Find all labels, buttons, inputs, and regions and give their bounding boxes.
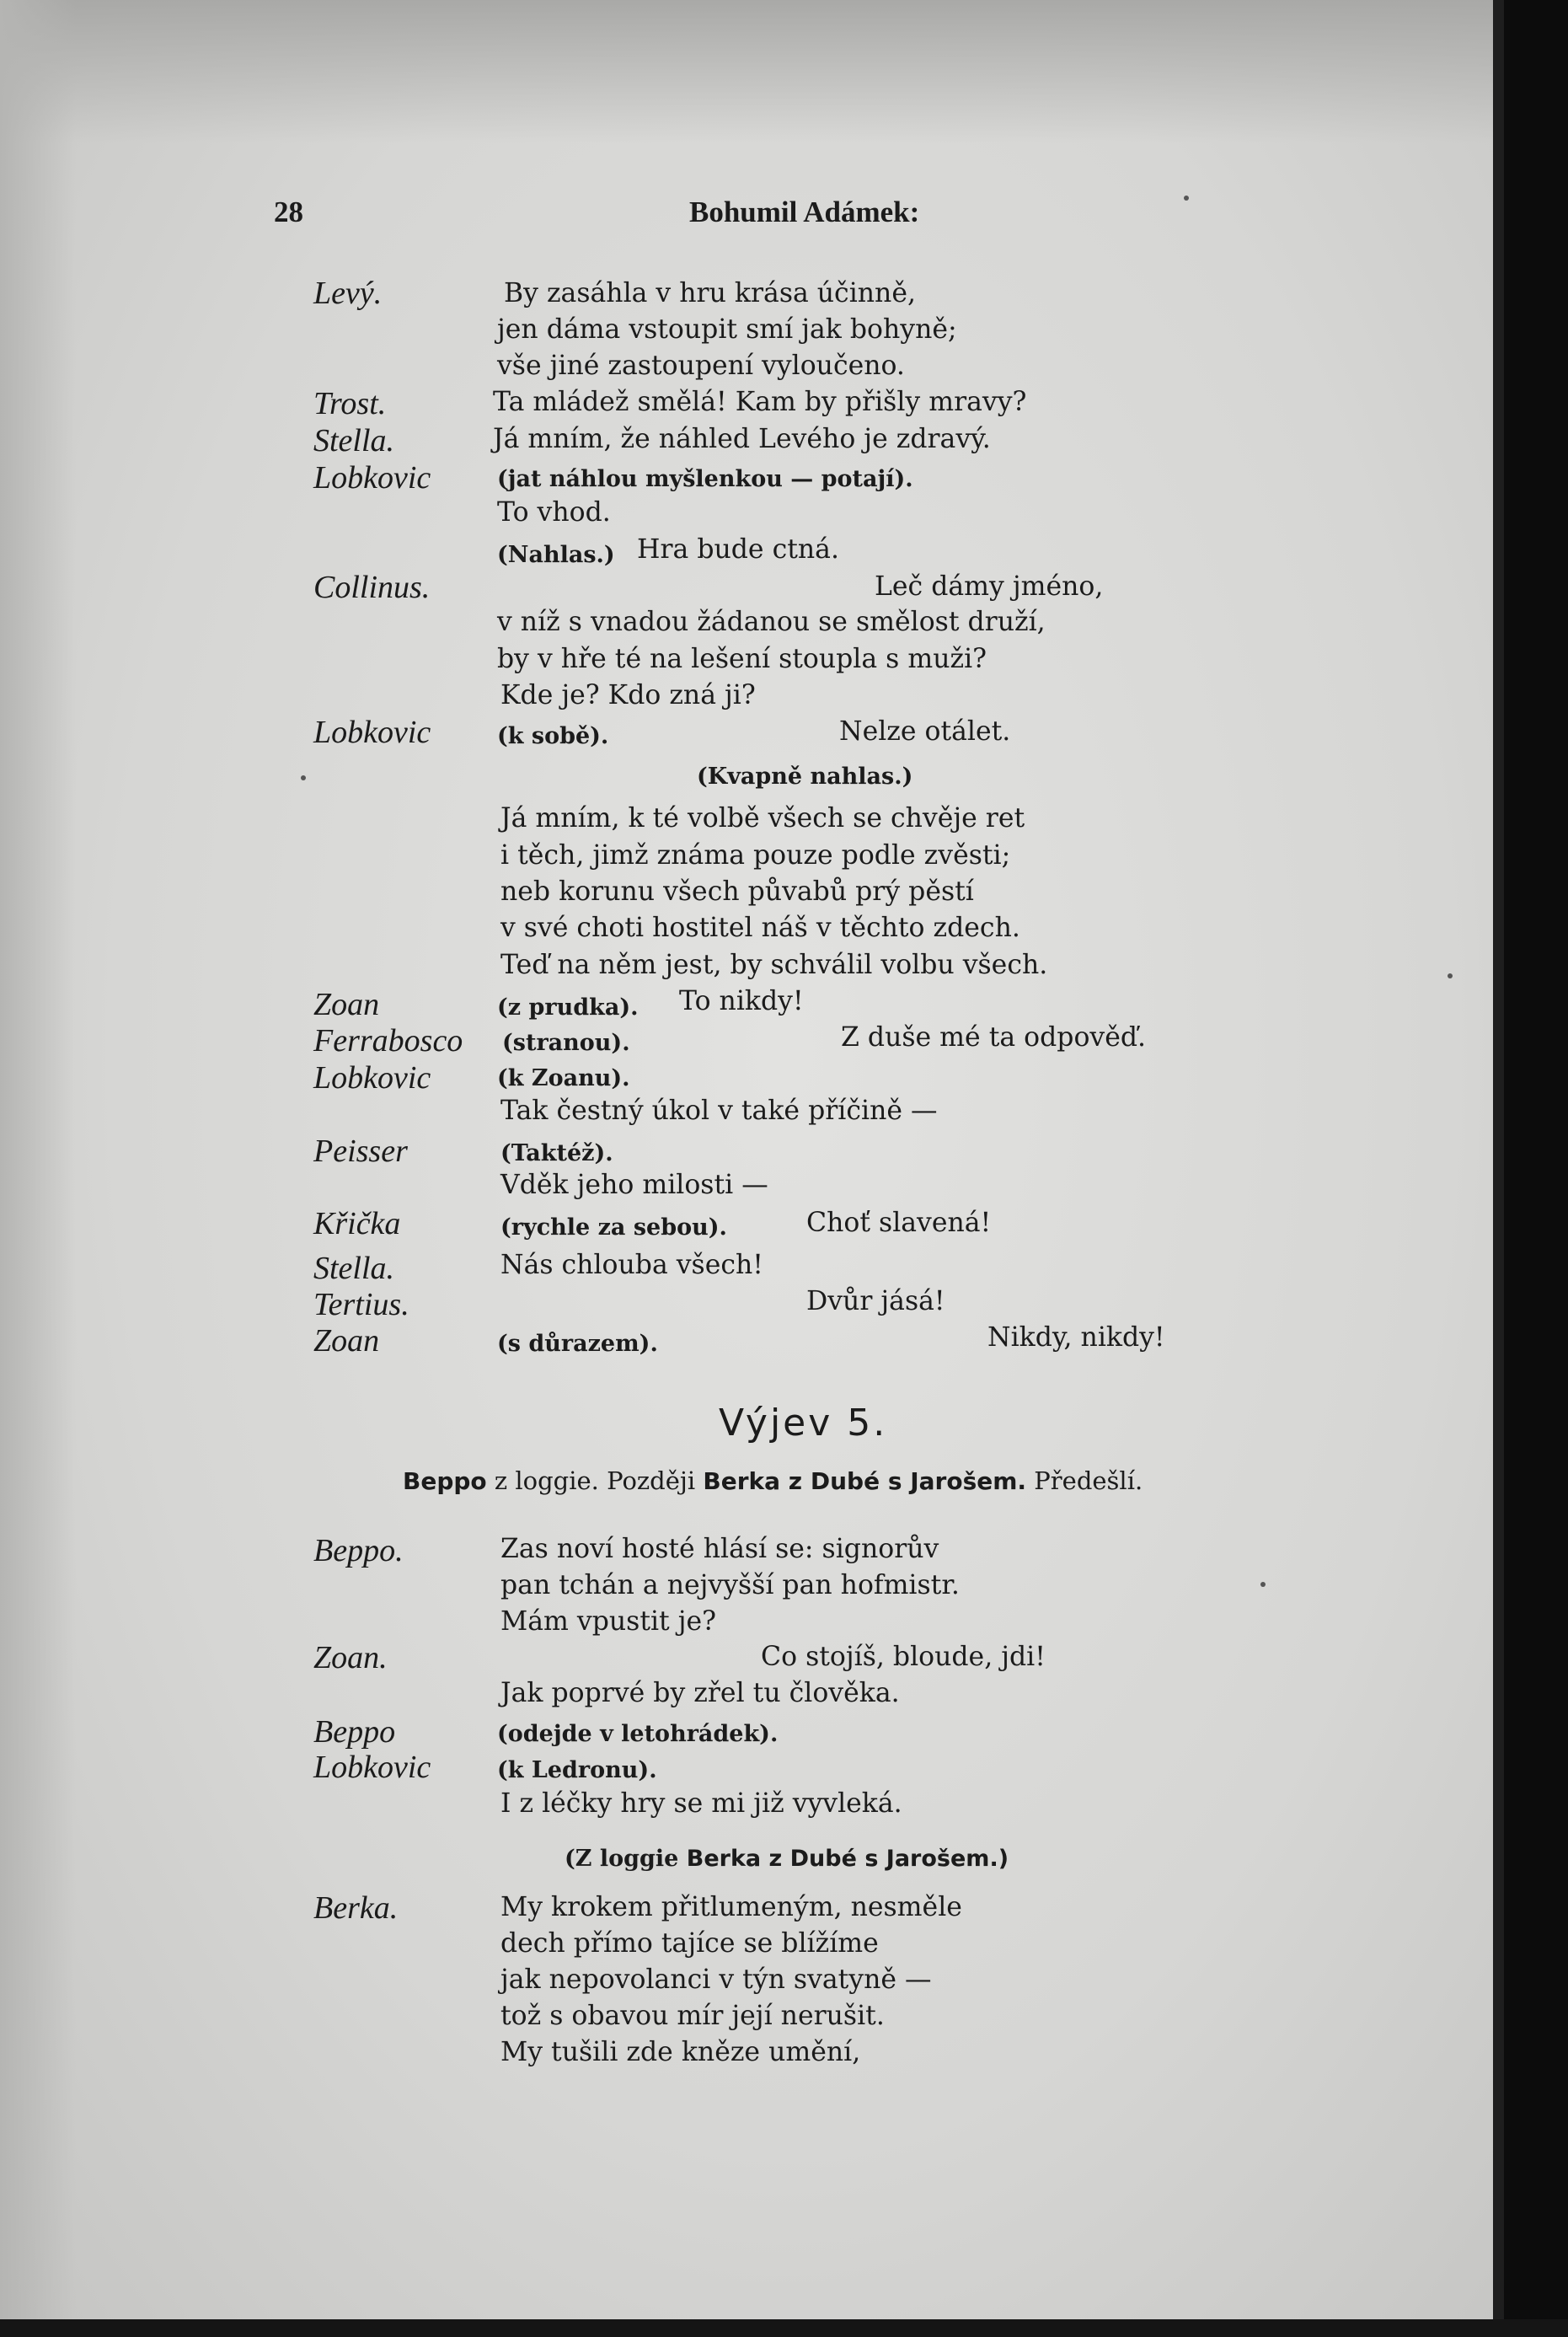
verse-line: Mám vpustit je? (500, 1606, 717, 1637)
verse-line: Co stojíš, bloude, jdi! (761, 1642, 1046, 1672)
speaker-name: Levý. (313, 276, 383, 311)
verse-line: Teď na něm jest, by schválil volbu všech. (500, 950, 1048, 980)
verse-line: Nás chlouba všech! (500, 1250, 763, 1280)
stage-direction: (Nahlas.) (497, 542, 615, 568)
verse-line: i těch, jimž známa pouze podle zvěsti; (500, 840, 1011, 871)
speaker-name: Lobkovic (313, 1060, 431, 1096)
stage-direction: (Kvapně nahlas.) (697, 764, 913, 790)
verse-line: jen dáma vstoupit smí jak bohyně; (497, 314, 957, 345)
verse-line: Hra bude ctná. (637, 534, 839, 565)
speaker-name: Křička (313, 1206, 401, 1241)
speaker-name: Trost. (313, 386, 387, 421)
verse-line: Nikdy, nikdy! (987, 1322, 1165, 1353)
dust-speck (1260, 1582, 1266, 1587)
speaker-name: Tertius. (313, 1287, 409, 1322)
dust-speck (1448, 973, 1453, 978)
verse-line: By zasáhla v hru krása účinně, (504, 278, 917, 308)
dust-speck (301, 775, 306, 780)
speaker-name: Lobkovic (313, 715, 431, 750)
verse-line: vše jiné zastoupení vyloučeno. (497, 351, 905, 381)
dust-speck (1184, 196, 1189, 201)
verse-line: To nikdy! (679, 986, 804, 1016)
verse-line: Choť slavená! (806, 1208, 992, 1238)
verse-line: Zas noví hosté hlásí se: signorův (500, 1534, 939, 1564)
stage-direction: (rychle za sebou). (500, 1214, 727, 1241)
page-shadow-top (0, 0, 1500, 143)
stage-direction-names: Berka z Dubé s Jarošem.) (686, 1846, 1009, 1872)
speaker-name: Berka. (313, 1890, 399, 1926)
scene-cast-line (403, 1466, 1143, 1495)
cast-text: Předešlí. (1034, 1466, 1143, 1495)
verse-line: Já mním, k té volbě všech se chvěje ret (500, 803, 1025, 833)
stage-direction: (odejde v letohrádek). (497, 1721, 779, 1747)
verse-line: Vděk jeho milosti — (500, 1170, 768, 1200)
stage-direction: (k sobě). (497, 723, 609, 749)
verse-line: v níž s vnadou žádanou se smělost druží, (497, 607, 1046, 637)
speaker-name: Lobkovic (313, 1750, 431, 1785)
verse-line: Leč dámy jméno, (875, 571, 1104, 602)
verse-line: To vhod. (497, 497, 611, 528)
speaker-name: Zoan (313, 987, 380, 1022)
stage-direction-text: (Z loggie (565, 1846, 679, 1872)
verse-line: Ta mládež smělá! Kam by přišly mravy? (493, 387, 1027, 417)
speaker-name: Beppo (313, 1714, 396, 1750)
verse-line: neb korunu všech půvabů prý pěstí (500, 876, 974, 907)
verse-line: My krokem přitlumeným, nesměle (500, 1892, 962, 1922)
stage-direction: (z prudka). (497, 994, 639, 1021)
running-title: Bohumil Adámek: (689, 196, 920, 228)
speaker-name: Zoan. (313, 1640, 388, 1675)
speaker-name: Collinus. (313, 570, 431, 605)
verse-line: Z duše mé ta odpověď. (841, 1022, 1147, 1053)
cast-name: Beppo (403, 1467, 487, 1495)
verse-line: by v hře té na lešení stoupla s muži? (497, 644, 987, 674)
speaker-name: Lobkovic (313, 460, 431, 496)
verse-line: Jak poprvé by zřel tu člověka. (500, 1678, 900, 1708)
scene-title: Výjev 5. (719, 1402, 888, 1445)
stage-direction: (s důrazem). (497, 1331, 658, 1357)
verse-line: tož s obavou mír její nerušit. (500, 2001, 885, 2031)
stage-direction: (Taktéž). (500, 1140, 613, 1166)
verse-line: Kde je? Kdo zná ji? (500, 680, 756, 710)
stage-direction: (k Zoanu). (497, 1065, 630, 1091)
verse-line: jak nepovolanci v týn svatyně — (500, 1964, 932, 1995)
verse-line: pan tchán a nejvyšší pan hofmistr. (500, 1570, 960, 1600)
verse-line: dech přímo tajíce se blížíme (500, 1928, 879, 1959)
book-binding (1504, 0, 1568, 2337)
cast-name: Berka z Dubé s Jarošem. (703, 1467, 1027, 1495)
cast-text: z loggie. Později (494, 1466, 696, 1495)
stage-direction (565, 1846, 1009, 1872)
verse-line: v své choti hostitel náš v těchto zdech. (500, 913, 1020, 943)
verse-line: My tušili zde kněze umění, (500, 2037, 861, 2067)
stage-direction: (stranou). (502, 1030, 630, 1056)
scan-border-bottom (0, 2319, 1568, 2337)
page-shadow-left (0, 0, 76, 2337)
verse-line: Já mním, že náhled Levého je zdravý. (493, 424, 991, 454)
speaker-name: Stella. (313, 423, 395, 458)
verse-line: Dvůr jásá! (806, 1286, 945, 1316)
verse-line: Tak čestný úkol v také příčině — (500, 1096, 938, 1126)
speaker-name: Peisser (313, 1134, 408, 1169)
speaker-name: Beppo. (313, 1533, 404, 1568)
stage-direction: (jat náhlou myšlenkou — potají). (497, 466, 913, 492)
speaker-name: Stella. (313, 1251, 395, 1286)
speaker-name: Zoan (313, 1323, 380, 1359)
speaker-name: Ferrabosco (313, 1023, 463, 1059)
page-number: 28 (274, 196, 303, 228)
verse-line: Nelze otálet. (839, 716, 1011, 747)
verse-line: I z léčky hry se mi již vyvleká. (500, 1788, 902, 1819)
stage-direction: (k Ledronu). (497, 1757, 657, 1783)
